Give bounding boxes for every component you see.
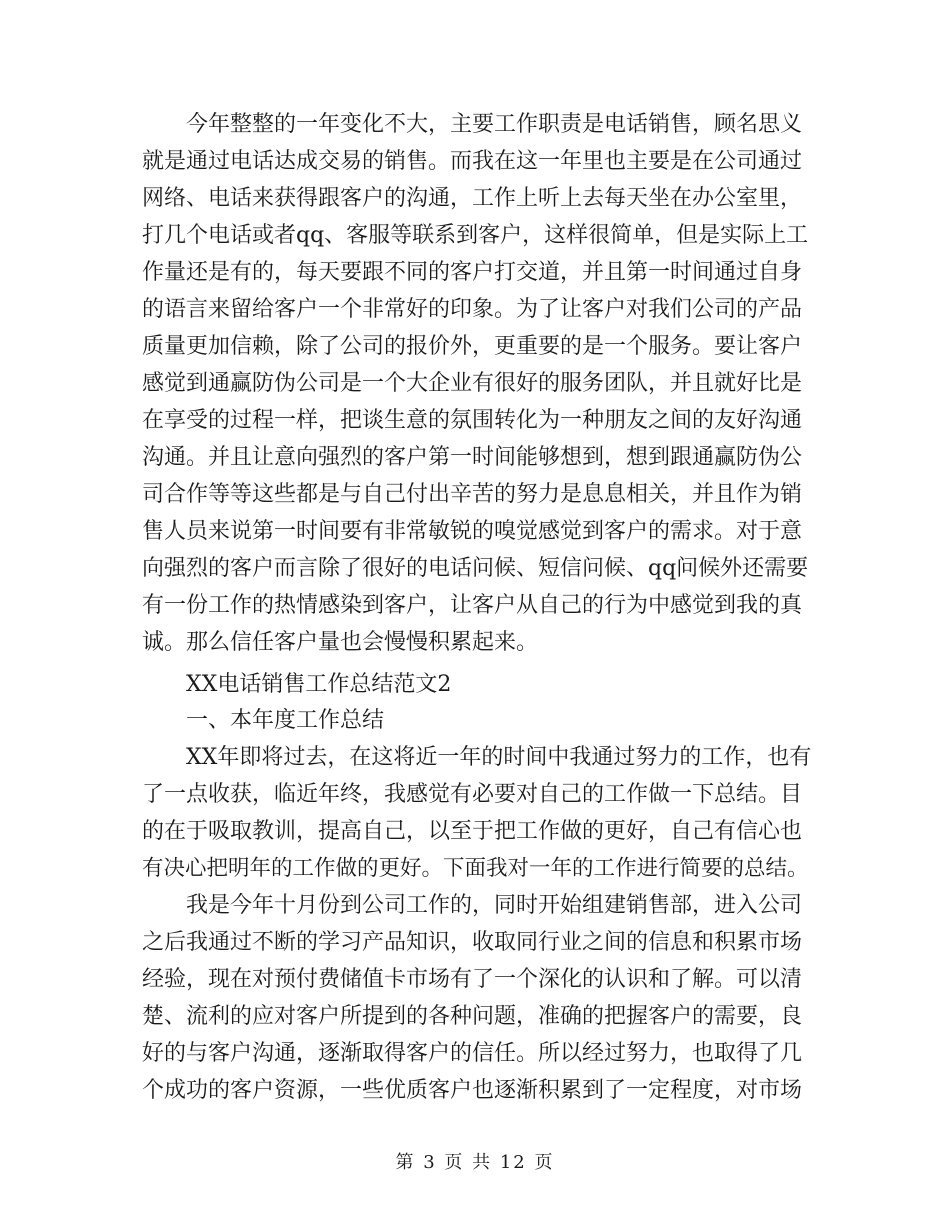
body-text-line: 网络、电话来获得跟客户的沟通，工作上听上去每天坐在办公室里， (142, 186, 803, 211)
body-text-line: 司合作等等这些都是与自己付出辛苦的努力是息息相关，并且作为销 (142, 482, 803, 507)
body-text-line: 好的与客户沟通，逐渐取得客户的信任。所以经过努力，也取得了几 (142, 1041, 803, 1066)
body-text-line: 楚、流利的应对客户所提到的各种问题，准确的把握客户的需要，良 (142, 1004, 803, 1029)
body-text-line: XX年即将过去，在这将近一年的时间中我通过努力的工作，也有 (142, 745, 812, 770)
body-text-line: 向强烈的客户而言除了很好的电话问候、短信问候、qq问候外还需要 (142, 556, 809, 581)
body-text-line: 的在于吸取教训，提高自己，以至于把工作做的更好，自己有信心也 (142, 819, 803, 844)
body-text-line: 了一点收获，临近年终，我感觉有必要对自己的工作做一下总结。目 (142, 782, 803, 807)
body-text-line: 质量更加信赖，除了公司的报价外，更重要的是一个服务。要让客户 (142, 334, 803, 359)
body-text-line: 个成功的客户资源，一些优质客户也逐渐积累到了一定程度，对市场 (142, 1078, 803, 1103)
body-text-line: 感觉到通赢防伪公司是一个大企业有很好的服务团队，并且就好比是 (142, 371, 803, 396)
body-text-line: 就是通过电话达成交易的销售。而我在这一年里也主要是在公司通过 (142, 149, 803, 174)
body-text-line: 的语言来留给客户一个非常好的印象。为了让客户对我们公司的产品 (142, 297, 803, 322)
page-footer: 第 3 页 共 12 页 (395, 1152, 555, 1173)
body-text-line: 我是今年十月份到公司工作的，同时开始组建销售部，进入公司 (142, 893, 803, 918)
body-text-line: 作量还是有的，每天要跟不同的客户打交道，并且第一时间通过自身 (142, 260, 803, 285)
body-text-line: 有决心把明年的工作做的更好。下面我对一年的工作进行简要的总结。 (142, 856, 809, 881)
body-text-line: 沟通。并且让意向强烈的客户第一时间能够想到，想到跟通赢防伪公 (142, 445, 803, 470)
subsection-heading: 一、本年度工作总结 (142, 708, 385, 733)
body-text-line: 在享受的过程一样，把谈生意的氛围转化为一种朋友之间的友好沟通 (142, 408, 803, 433)
body-text-line: 有一份工作的热情感染到客户，让客户从自己的行为中感觉到我的真 (142, 593, 803, 618)
body-text-line: 经验，现在对预付费储值卡市场有了一个深化的认识和了解。可以清 (142, 967, 803, 992)
body-text-line: 之后我通过不断的学习产品知识，收取同行业之间的信息和积累市场 (142, 930, 803, 955)
section-heading: XX电话销售工作总结范文2 (142, 672, 452, 697)
body-text-line: 今年整整的一年变化不大，主要工作职责是电话销售，顾名思义 (142, 112, 803, 137)
body-text-line: 售人员来说第一时间要有非常敏锐的嗅觉感觉到客户的需求。对于意 (142, 519, 803, 544)
body-text-line: 诚。那么信任客户量也会慢慢积累起来。 (142, 630, 539, 655)
body-text-line: 打几个电话或者qq、客服等联系到客户，这样很简单，但是实际上工 (142, 223, 809, 248)
